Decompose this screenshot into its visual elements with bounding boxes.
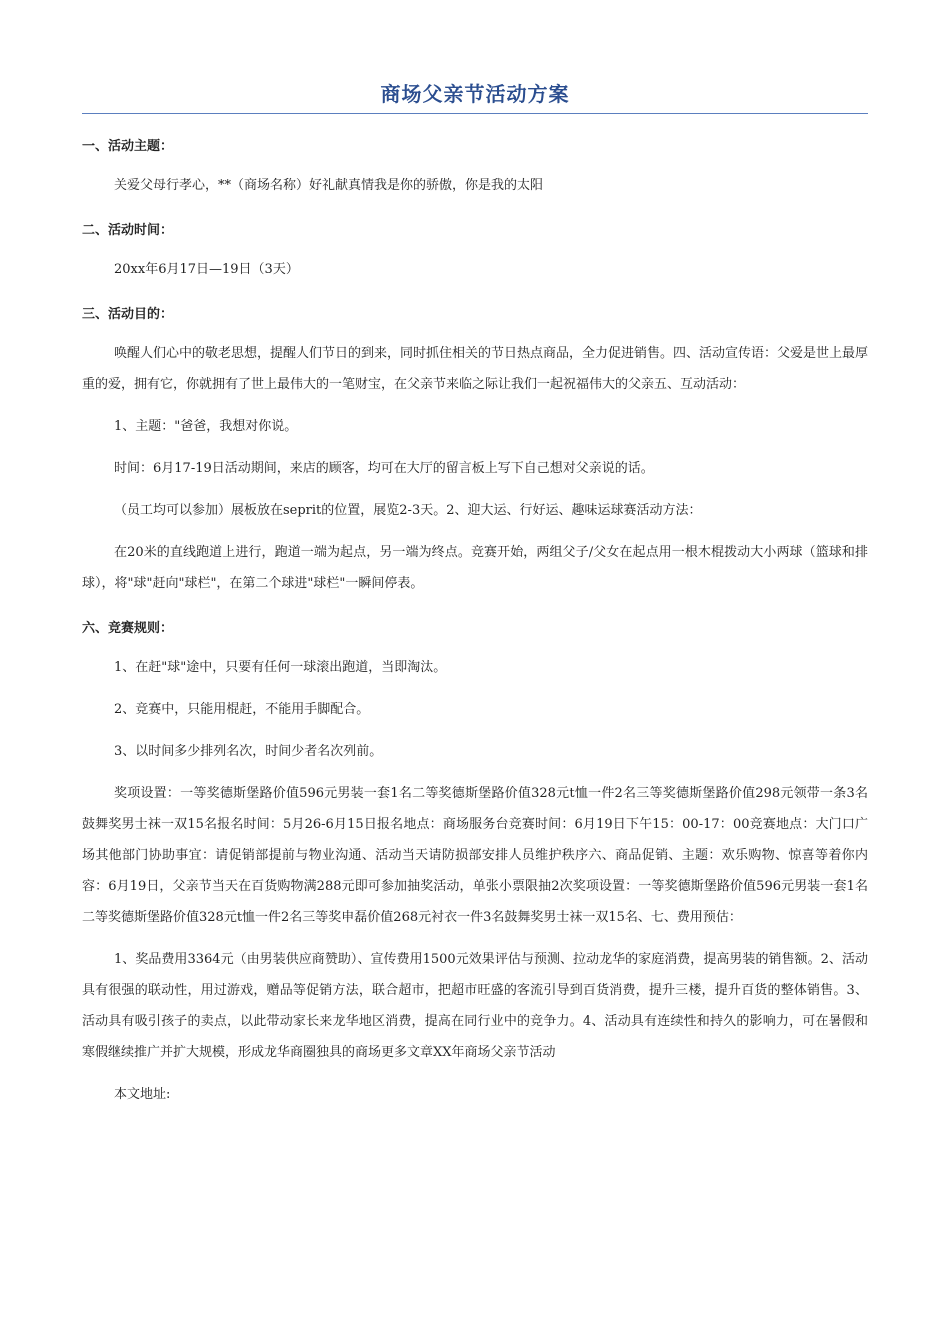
paragraph-prizes: 奖项设置：一等奖德斯堡路价值596元男装一套1名二等奖德斯堡路价值328元t恤一件2名三等奖德斯堡路价值298元领带一条3名鼓舞奖男士袜一双15名报名时间：5月26-6月15日报名地点：商场服务台竞赛时间：6月19日下午15：00-17：00竞赛地点：大门口广场其他部门协助事宜：请促销部提前与物业沟通、活动当天请防损部安排人员维护秩序六、商品促销、主题：欢乐购物、惊喜等着你内容：6月19日，父亲节当天在百货购物满288元即可参加抽奖活动，单张小票限抽2次奖项设置：一等奖德斯堡路价值596元男装一套1名二等奖德斯堡路价值328元t恤一件2名三等奖申磊价值268元衬衣一件3名鼓舞奖男士袜一双15名、七、费用预估： (82, 786, 868, 925)
section-heading-theme: 一、活动主题： (82, 139, 174, 154)
paragraph-purpose: 唤醒人们心中的敬老思想，提醒人们节日的到来，同时抓住相关的节日热点商品，全力促进销售。四、活动宣传语：父爱是世上最厚重的爱，拥有它，你就拥有了世上最伟大的一笔财宝，在父亲节来临之际让我们一起祝福伟大的父亲五、互动活动： (82, 346, 869, 392)
paragraph-display-board: （员工均可以参加）展板放在seprit的位置，展览2-3天。2、迎大运、行好运、趣味运球赛活动方法： (114, 503, 702, 518)
paragraph-rule-3: 3、以时间多少排列名次，时间少者名次列前。 (114, 744, 383, 759)
paragraph-budget: 1、奖品费用3364元（由男装供应商赞助）、宣传费用1500元效果评估与预测、拉动龙华的家庭消费，提高男装的销售额。2、活动具有很强的联动性，用过游戏，赠品等促销方法，联合超市，把超市旺盛的客流引导到百货消费，提升三楼，提升百货的整体销售。3、活动具有吸引孩子的卖点，以此带动家长来龙华地区消费，提高在同行业中的竞争力。4、活动具有连续性和持久的影响力，可在暑假和寒假继续推广并扩大规模，形成龙华商圈独具的商场更多文章XX年商场父亲节活动 (82, 952, 868, 1060)
page-title: 商场父亲节活动方案 (380, 82, 570, 106)
paragraph-address: 本文地址: (114, 1087, 171, 1102)
title-underline (82, 113, 868, 114)
section-heading-rules: 六、竞赛规则： (82, 621, 174, 636)
section-heading-purpose: 三、活动目的： (82, 307, 174, 322)
section-heading-time: 二、活动时间： (82, 223, 174, 238)
paragraph-time: 20xx年6月17日—19日（3天） (114, 262, 299, 277)
paragraph-interaction-time: 时间：6月17-19日活动期间，来店的顾客，均可在大厅的留言板上写下自己想对父亲说的话。 (114, 461, 654, 476)
paragraph-game-method: 在20米的直线跑道上进行，跑道一端为起点，另一端为终点。竞赛开始，两组父子/父女在起点用一根木棍拨动大小两球（篮球和排球），将"球"赶向"球栏"，在第二个球进"球栏"一瞬间停表。 (82, 545, 868, 591)
paragraph-theme: 关爱父母行孝心，**（商场名称）好礼献真情我是你的骄傲，你是我的太阳 (114, 178, 544, 193)
paragraph-interaction-theme: 1、主题："爸爸，我想对你说。 (114, 419, 298, 434)
paragraph-rule-2: 2、竞赛中，只能用棍赶，不能用手脚配合。 (114, 702, 370, 717)
paragraph-rule-1: 1、在赶"球"途中，只要有任何一球滚出跑道，当即淘汰。 (114, 660, 447, 675)
document-page (82, 78, 868, 1121)
